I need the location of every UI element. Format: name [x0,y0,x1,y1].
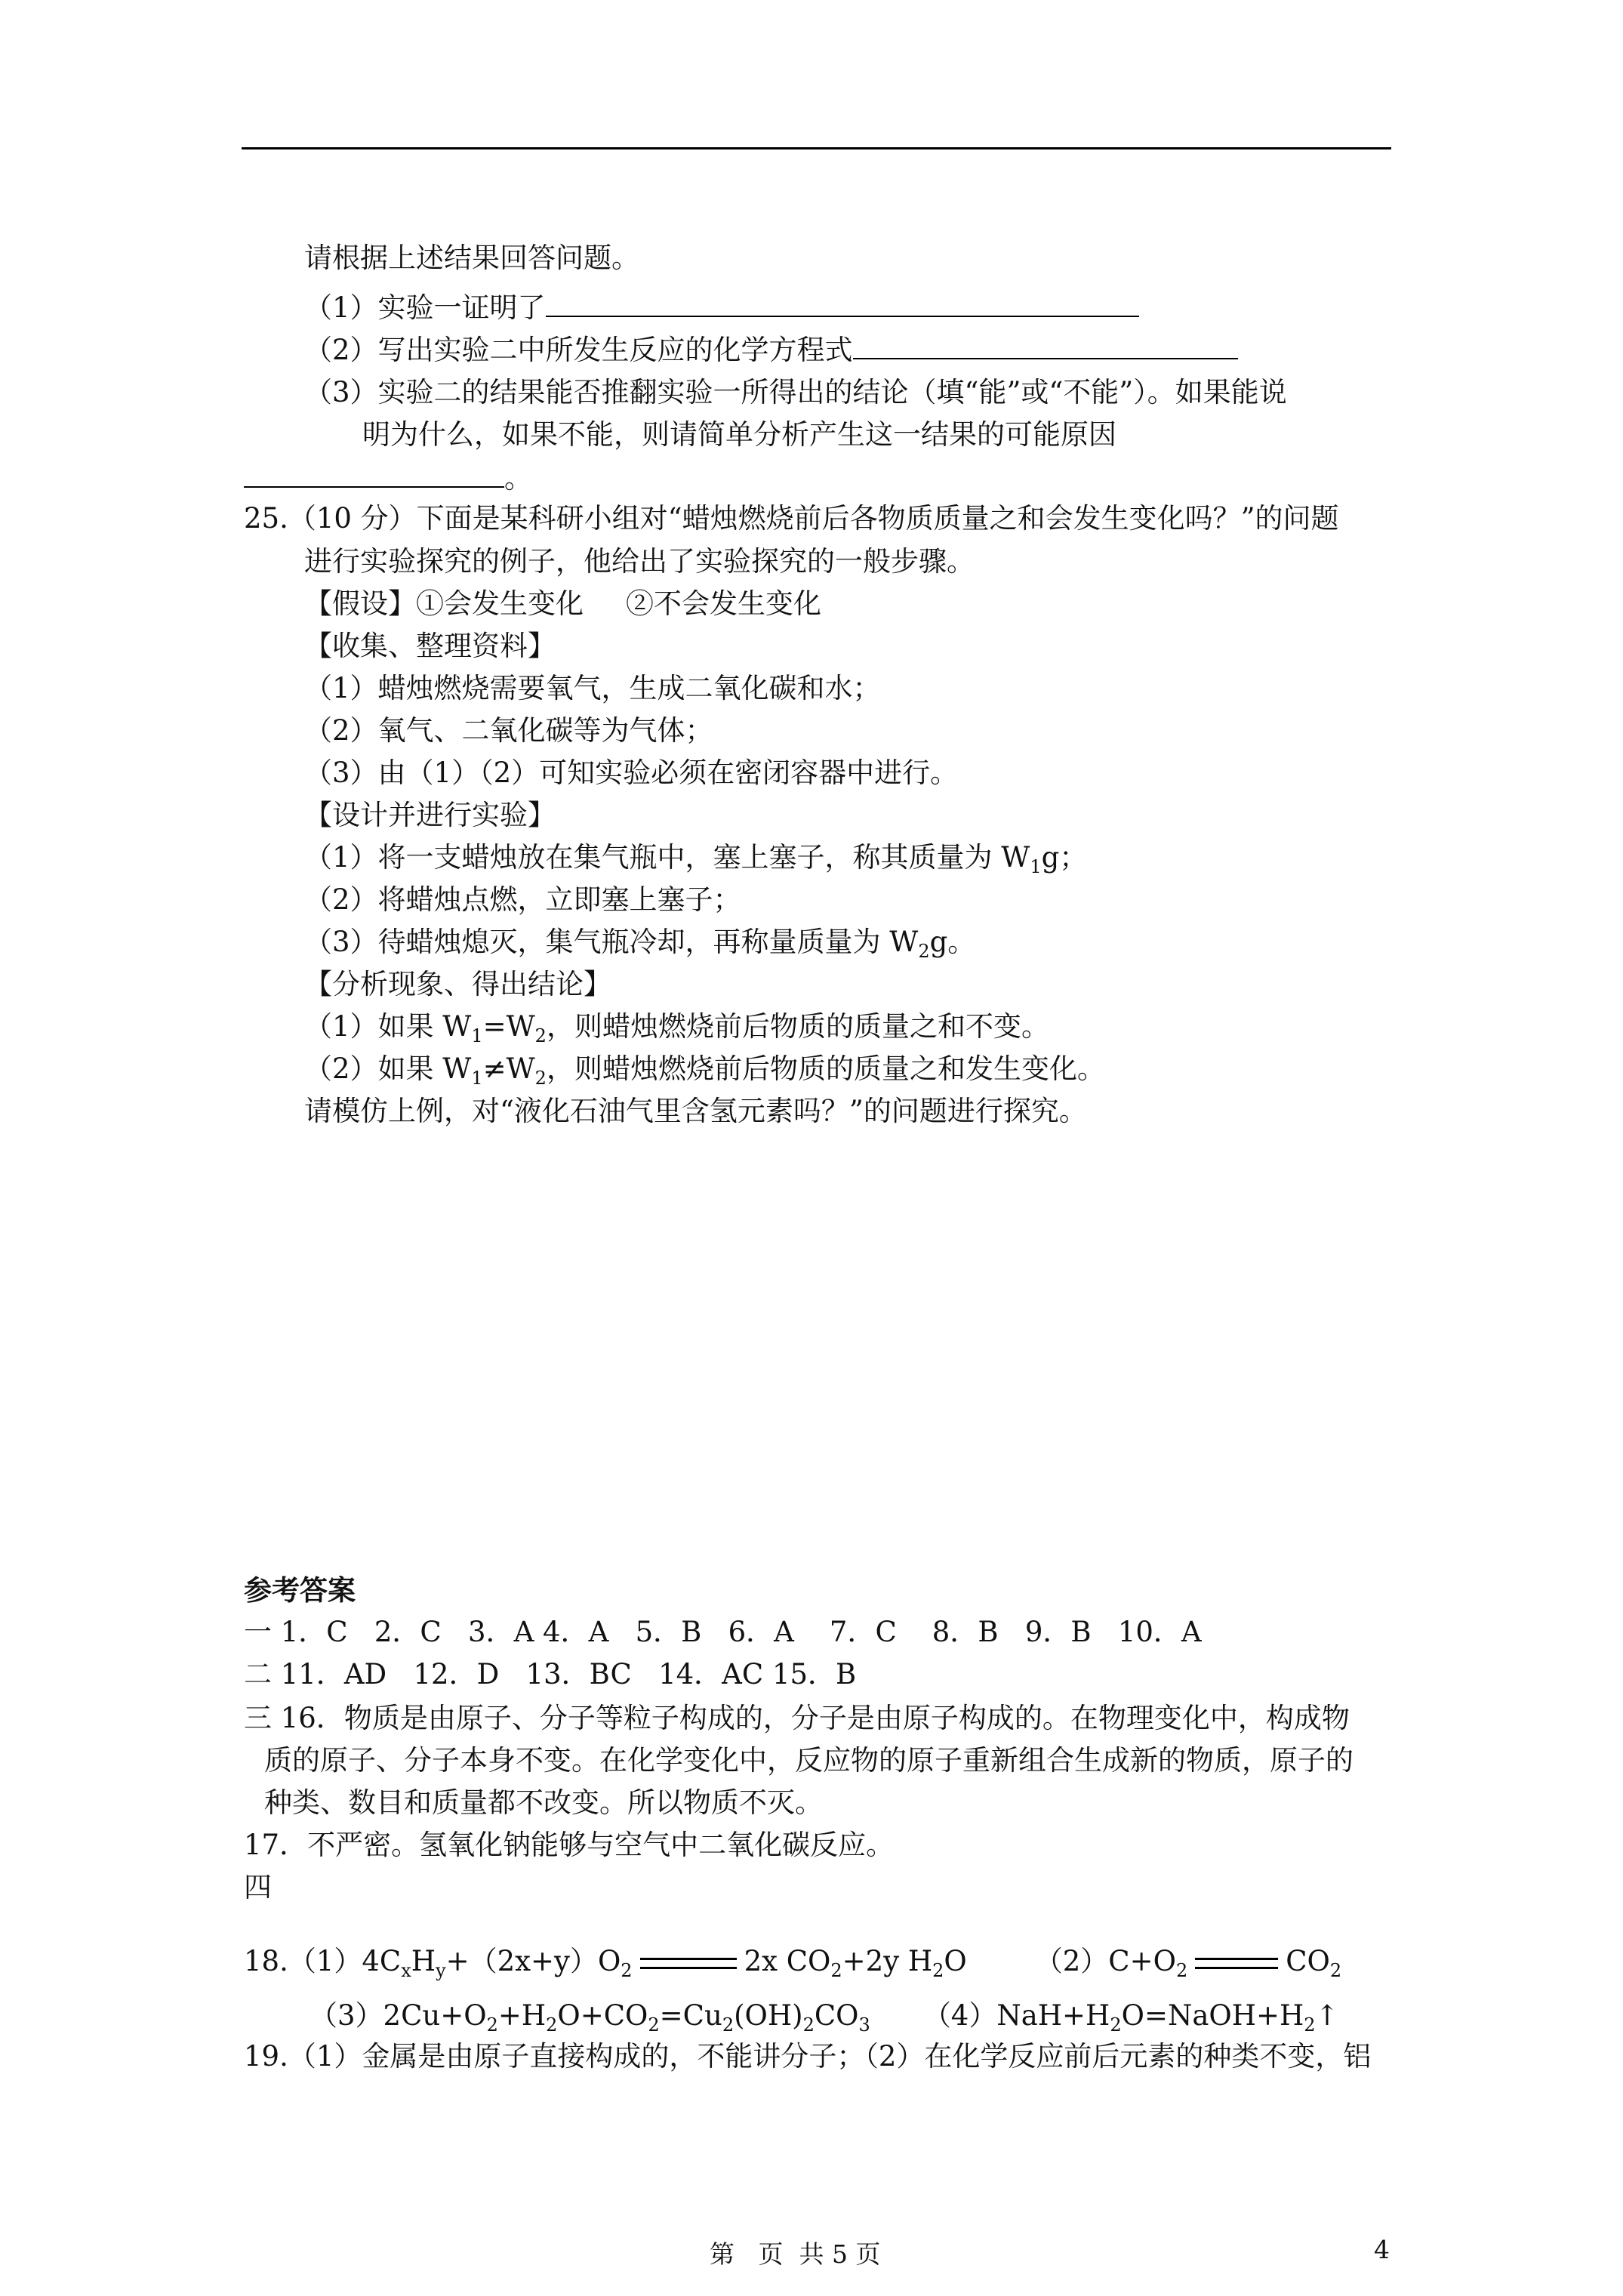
question-25-line2: 进行实验探究的例子，他给出了实验探究的一般步骤。 [304,545,975,578]
reaction-equals-sign [1195,1958,1278,1969]
answer-16-line1: 三 16．物质是由原子、分子等粒子构成的，分子是由原子构成的。在物理变化中，构成物 [244,1702,1350,1734]
question-25-line1: 25.（10 分）下面是某科研小组对“蜡烛燃烧前后各物质质量之和会发生变化吗？”的问题 [244,502,1339,535]
answer-18-line2: $(3)2Cu+O_2+H_2O+CO_2=Cu_2(OH)_2CO_3$ $(4)NaH+H_2O=NaOH+H_2↑$ [310,1999,1339,2036]
answer-blank-2[interactable] [853,334,1238,359]
section-four: 四 [244,1871,272,1903]
page-number: 4 [1374,2235,1390,2264]
hypothesis-a: ①会发生变化 [416,587,584,620]
question-3-line2: 明为什么，如果不能，则请简单分析产生这一结果的可能原因 [362,418,1116,451]
analysis-item-2: （2）如果 $W_1\ne W_2$，则蜡烛燃烧前后物质的质量之和发生变化。 [304,1052,1105,1089]
collect-item-1: （1）蜡烛燃烧需要氧气，生成二氧化碳和水； [304,672,881,704]
imitate-prompt: 请模仿上例，对“液化石油气里含氢元素吗？”的问题进行探究。 [304,1095,1087,1127]
answer-19: 19.（1）金属是由原子直接构成的，不能讲分子；（2）在化学反应前后元素的种类不变，铝 [244,2040,1372,2073]
answers-title: 参考答案 [244,1573,356,1607]
answer-16-line2: 质的原子、分子本身不变。在化学变化中，反应物的原子重新组合生成新的物质，原子的 [264,1744,1354,1777]
collect-item-3: （3）由（1）（2）可知实验必须在密闭容器中进行。 [304,757,959,789]
design-heading: 【设计并进行实验】 [304,799,556,831]
question-2 [304,334,1238,367]
design-step-3: （3）待蜡烛熄灭，集气瓶冷却，再称量质量为 $W_2g$。 [304,926,976,962]
question-1-text: （1）实验一证明了 [304,291,546,324]
answer-18-line1: $18.(1)4C_xH_y+(2x+y)O_2$ 2x $CO_2+2y$ $H_2O$ $(2)C+O_2$ $CO_2$ [244,1945,1342,1981]
question-3-end: 。 [504,462,532,495]
design-step-2: （2）将蜡烛点燃，立即塞上塞子； [304,883,741,916]
answer-blank-3[interactable] [244,462,504,488]
answers-row-2: 二 11．AD 12．D 13．BC 14．AC 15．B [244,1658,857,1690]
analysis-item-1: （1）如果 $W_1=W_2$，则蜡烛燃烧前后物质的质量之和不变。 [304,1010,1049,1046]
question-3-line3 [244,462,532,495]
analysis-heading: 【分析现象、得出结论】 [304,968,611,1000]
header-rule [242,147,1391,149]
collect-heading: 【收集、整理资料】 [304,630,556,662]
answer-blank-1[interactable] [546,291,1139,317]
answers-row-1: 一 1．C 2．C 3．A 4．A 5．B 6．A 7．C 8．B 9．B 10．A [244,1616,1202,1648]
hypothesis-b: ②不会发生变化 [626,587,821,620]
hypothesis-label: 【假设】 [304,587,416,620]
page-footer: 第 页 共 5 页 [710,2239,881,2269]
question-2-text: （2）写出实验二中所发生反应的化学方程式 [304,334,853,366]
gas-arrow-icon: ↑ [1315,1999,1339,2032]
reaction-equals-sign [640,1958,737,1969]
question-1 [304,291,1139,325]
design-step-1: （1）将一支蜡烛放在集气瓶中，塞上塞子，称其质量为 $W_1g$； [304,841,1088,877]
hypothesis-line [304,587,821,621]
answer-17: 17．不严密。氢氧化钠能够与空气中二氧化碳反应。 [244,1829,895,1861]
answer-16-line3: 种类、数目和质量都不改变。所以物质不灭。 [264,1786,823,1819]
collect-item-2: （2）氧气、二氧化碳等为气体； [304,714,713,747]
question-3-line1: （3）实验二的结果能否推翻实验一所得出的结论（填“能”或“不能”）。如果能说 [304,376,1287,408]
intro-line: 请根据上述结果回答问题。 [304,242,639,274]
